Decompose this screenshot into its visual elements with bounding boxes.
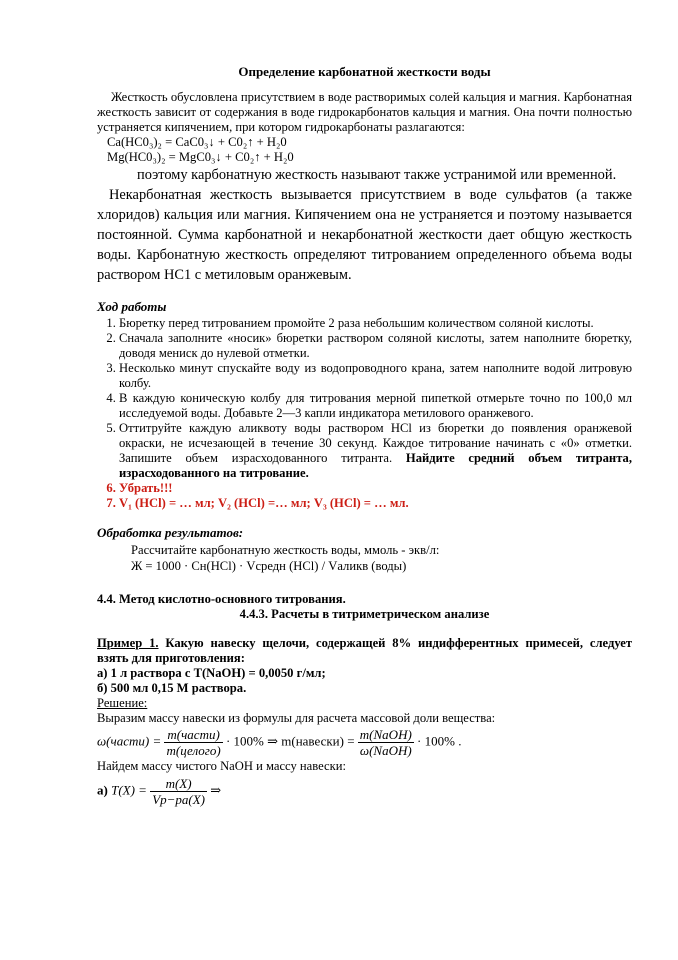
example-part-a: а) 1 л раствора с T(NaOH) = 0,0050 г/мл; <box>97 666 326 680</box>
fraction-numerator: m(X) <box>150 776 207 792</box>
solution-express-text: Выразим массу навески из формулы для расчета массовой доли вещества: <box>97 711 496 725</box>
hardness-formula: Ж = 1000 · Cн(HCl) · Vсредн (HCl) / Vаликв (воды) <box>131 559 407 573</box>
solution-label: Решение: <box>97 696 148 710</box>
fraction-naoh <box>358 727 414 758</box>
processing-heading: Обработка результатов: <box>97 525 244 540</box>
step5-text: Оттитруйте каждую аликвоту воды раствором HCl из бюретки до появления оранжевой окраски, не исчезающей в течение 30 секунд. Каждое титрование начинать с «0» отметки. Запишите объем израсходованного титранта. <box>119 421 632 465</box>
omega-part-label: ω(части) = <box>97 733 162 749</box>
sample-mass-label: m(навески) = <box>281 733 355 749</box>
step6-text: Убрать!!! <box>119 481 173 495</box>
titer-formula <box>97 776 632 807</box>
find-mass-text: Найдем массу чистого NaOH и массу навески: <box>97 759 346 773</box>
procedure-step: 2. Сначала заполните «носик» бюретки раствором соляной кислоты, затем наполните бюретку, доводя мениск до нулевой отметки. <box>119 331 632 361</box>
fraction-part-whole <box>164 727 222 758</box>
noncarbonate-hardness-paragraph: Некарбонатная жесткость вызывается присутствием в воде сульфатов (а также хлоридов) кальция или магния. Кипячением она не устраняется и поэтому называется постоянной. Сумма карбонатной и некарбонатной жесткости дает общую жесткость воды. Карбонатную жесткость определяют титрованием определенного объема воды раствором HC1 с метиловым оранжевым. <box>97 187 632 283</box>
fraction-denominator: ω(NaOH) <box>359 743 412 758</box>
fraction-numerator: m(NaOH) <box>359 727 412 742</box>
page-title: Определение карбонатной жесткости воды <box>238 64 491 79</box>
procedure-heading: Ход работы <box>97 299 167 314</box>
procedure-step: 3. Несколько минут спускайте воду из водопроводного крана, затем наполните водой литровую колбу. <box>119 361 632 391</box>
reaction-magnesium: Mg(HC0₃)₂ = MgC0₃↓ + C0₂↑ + H₂0 <box>107 150 294 164</box>
procedure-step-volumes <box>119 496 632 511</box>
procedure-step <box>119 421 632 481</box>
document-content <box>97 64 632 807</box>
example-statement <box>97 636 632 666</box>
times-100-implies: · 100% ⇒ <box>225 733 279 749</box>
step5-bold-text: Найдите средний объем титранта, израсходованного на титрование. <box>119 451 632 480</box>
fraction-titer <box>150 776 207 807</box>
example-part-b: б) 500 мл 0,15 М раствора. <box>97 681 247 695</box>
procedure-steps <box>97 316 632 511</box>
step7-text: V₁ (HCl) = … мл; V₂ (HCl) =… мл; V₃ (HCl) = … мл. <box>119 496 409 510</box>
part-a-label: а) <box>97 782 108 798</box>
processing-instruction: Рассчитайте карбонатную жесткость воды, ммоль - экв/л: <box>131 543 440 557</box>
implies-arrow: ⇒ <box>210 782 222 798</box>
procedure-step: 1. Бюретку перед титрованием промойте 2 раза небольшим количеством соляной кислоты. <box>119 316 632 331</box>
fraction-denominator: m(целого) <box>166 743 221 758</box>
intro-paragraph: Жесткость обусловлена присутствием в воде растворимых солей кальция и магния. Карбонатная жесткость зависит от содержания в воде гидрокарбонатов кальция и магния. Она почти полностью устраняется кипячением, при котором гидрокарбонаты разлагаются: <box>97 90 632 134</box>
section-4-4-heading: 4.4. Метод кислотно-основного титрования. <box>97 592 346 606</box>
times-100-end: · 100% . <box>417 733 462 749</box>
mass-fraction-formula <box>97 727 632 758</box>
procedure-step: 4. В каждую коническую колбу для титрования мерной пипеткой отмерьте точно по 100,0 мл исследуемой воды. Добавьте 2—3 капли индикатора метилового оранжевого. <box>119 391 632 421</box>
temporary-hardness-paragraph: поэтому карбонатную жесткость называют также устранимой или временной. <box>137 167 617 183</box>
example-label: Пример 1. <box>97 636 159 650</box>
fraction-denominator: Vр−ра(X) <box>152 792 206 807</box>
section-4-4-3-heading: 4.4.3. Расчеты в титриметрическом анализе <box>239 607 490 621</box>
example-text: Какую навеску щелочи, содержащей 8% индифферентных примесей, следует взять для приготовления: <box>97 636 633 665</box>
titer-label: T(X) = <box>111 782 147 798</box>
reaction-calcium: Ca(HC0₃)₂ = CaC0₃↓ + C0₂↑ + H₂0 <box>107 135 287 149</box>
fraction-numerator: m(части) <box>164 727 222 743</box>
procedure-step-remove <box>119 481 632 496</box>
